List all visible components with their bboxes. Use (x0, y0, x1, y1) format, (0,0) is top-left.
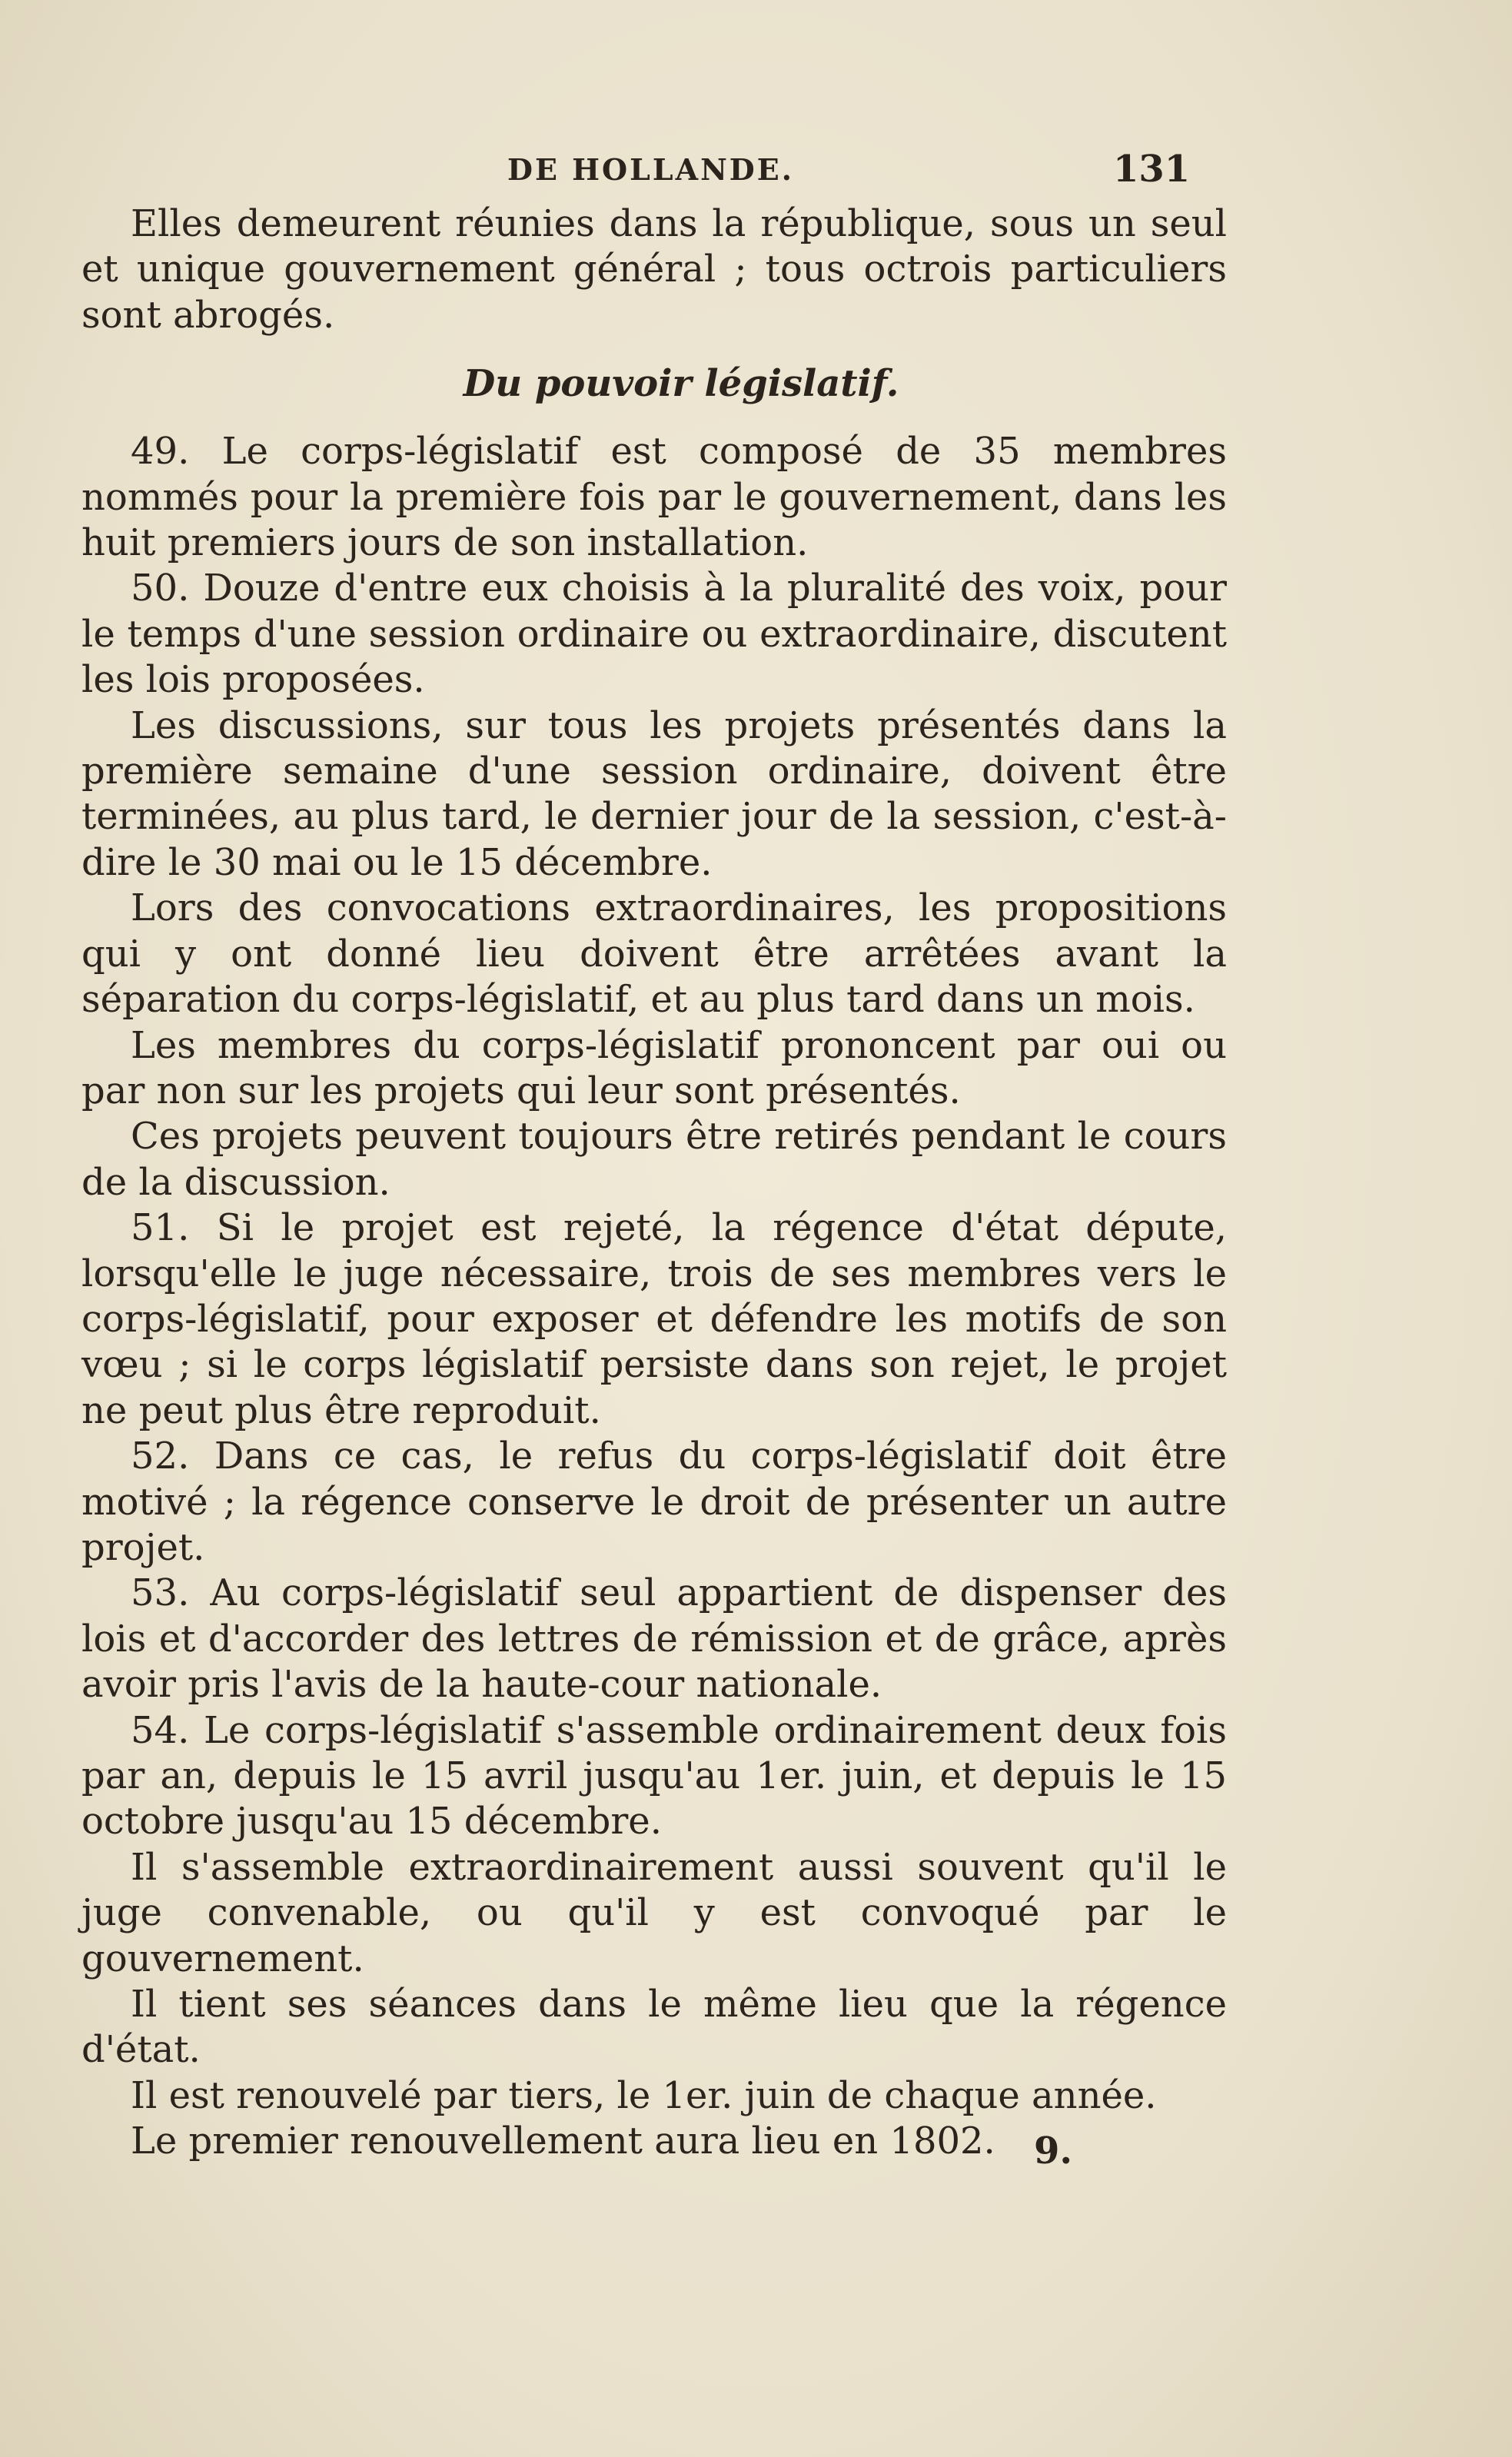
paragraph: Les membres du corps-législatif prononcent par oui ou par non sur les projets qui leur sont présentés. (81, 1023, 1227, 1112)
page-number: 131 (1113, 148, 1191, 191)
paragraph: Ces projets peuvent toujours être retirés pendant le cours de la discussion. (81, 1115, 1227, 1204)
paragraph: Il est renouvelé par tiers, le 1er. juin de chaque année. (131, 2073, 1157, 2117)
paragraph: Il s'assemble extraordinairement aussi souvent qu'il le juge convenable, ou qu'il y est convoqué par le gouvernement. (81, 1845, 1227, 1980)
paragraph: Lors des convocations extraordinaires, les propositions qui y ont donné lieu doivent être arrêtées avant la séparation du corps-législatif, et au plus tard dans un mois. (81, 886, 1227, 1022)
paragraph: Le premier renouvellement aura lieu en 1802. (131, 2120, 995, 2163)
paragraph: Elles demeurent réunies dans la république, sous un seul et unique gouvernement général ; tous octrois particuliers sont abrogés. (81, 202, 1227, 337)
paragraph: 53. Au corps-législatif seul appartient de dispenser des lois et d'accorder des lettres de rémission et de grâce, après avoir pris l'avis de la haute-cour nationale. (81, 1571, 1227, 1707)
paragraph: Il tient ses séances dans le même lieu que la régence d'état. (81, 1983, 1227, 2072)
section-heading: Du pouvoir législatif. (463, 362, 899, 406)
paragraph: 54. Le corps-législatif s'assemble ordinairement deux fois par an, depuis le 15 avril jusqu'au 1er. juin, et depuis le 15 octobre jusqu'au 15 décembre. (81, 1708, 1227, 1844)
signature-mark: 9. (1034, 2130, 1073, 2173)
page-header (0, 148, 1512, 206)
running-head: DE HOLLANDE. (507, 152, 794, 187)
paragraph: 49. Le corps-législatif est composé de 35 membres nommés pour la première fois par le gouvernement, dans les huit premiers jours de son installation. (81, 430, 1227, 565)
paragraph: Les discussions, sur tous les projets présentés dans la première semaine d'une session ordinaire, doivent être terminées, au plus tard, le dernier jour de la session, c'est-à-dire le 30 mai ou le 15 décembre. (81, 703, 1227, 884)
paragraph: 50. Douze d'entre eux choisis à la pluralité des voix, pour le temps d'une session ordinaire ou extraordinaire, discutent les lois proposées. (81, 567, 1227, 702)
paragraph: 52. Dans ce cas, le refus du corps-législatif doit être motivé ; la régence conserve le droit de présenter un autre projet. (81, 1435, 1227, 1569)
paragraph: 51. Si le projet est rejeté, la régence d'état députe, lorsqu'elle le juge nécessaire, trois de ses membres vers le corps-législatif, pour exposer et défendre les motifs de son vœu ; si le corps législatif persiste dans son rejet, le projet ne peut plus être reproduit. (81, 1206, 1227, 1432)
body-text (81, 201, 1227, 2165)
